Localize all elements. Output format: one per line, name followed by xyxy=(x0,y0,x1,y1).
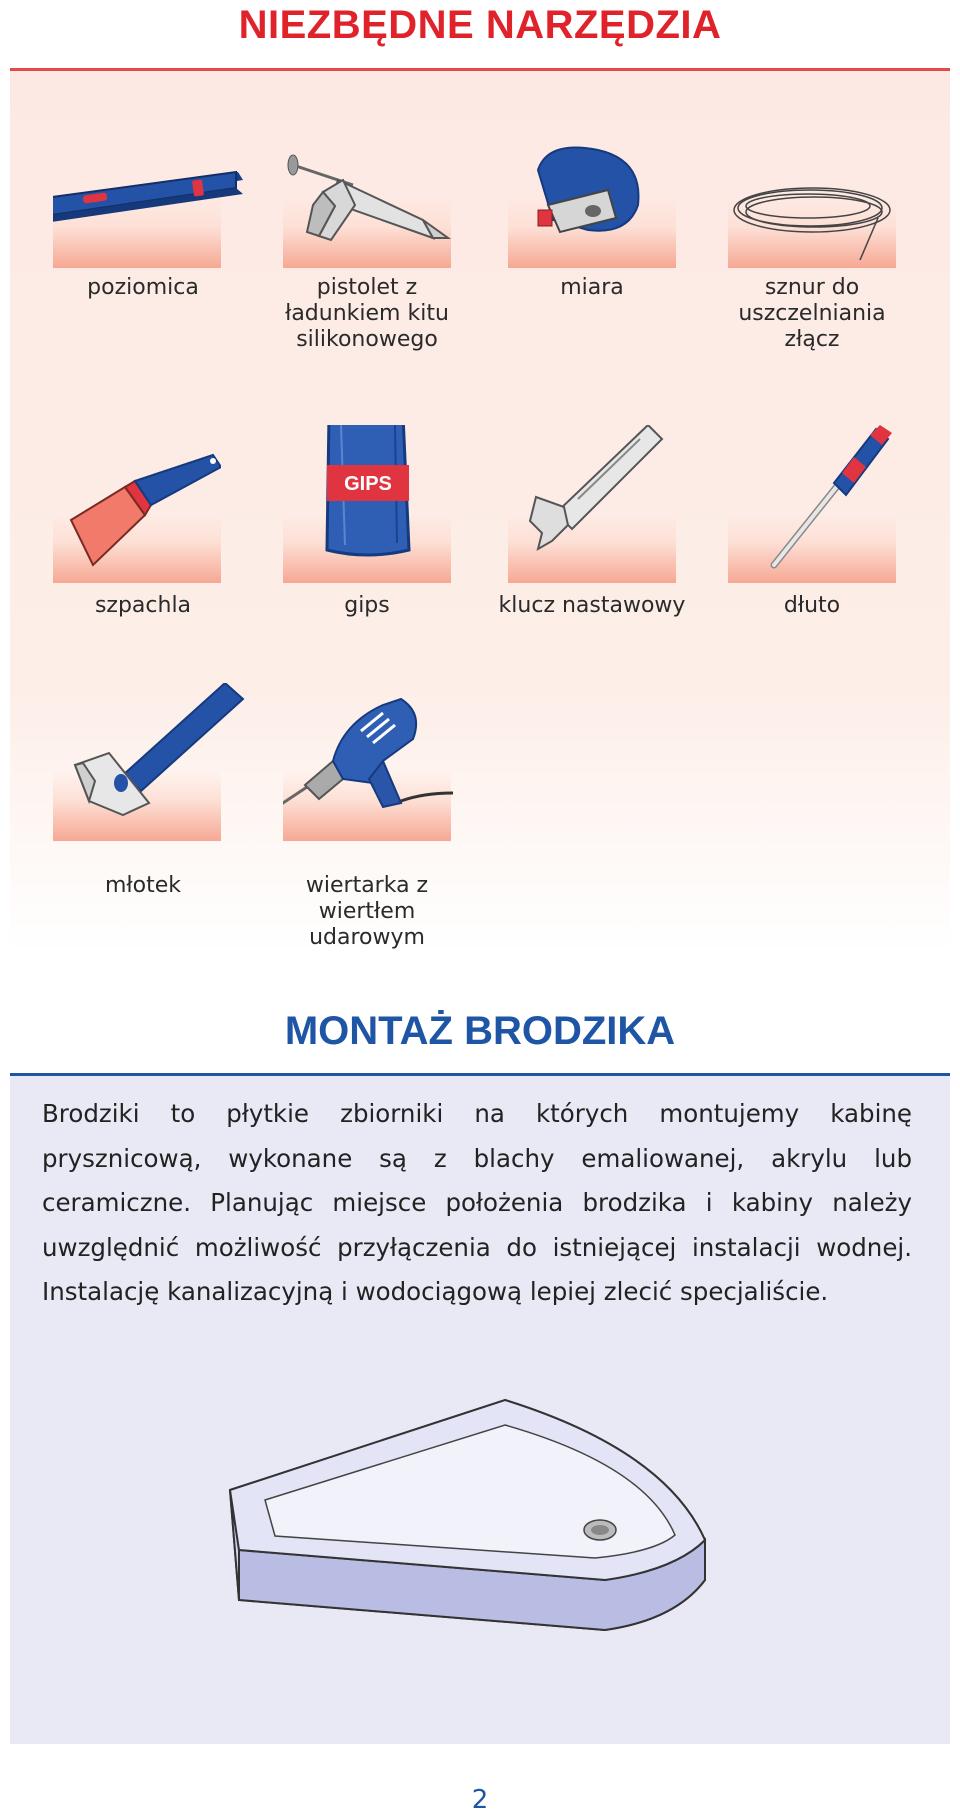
adjustable-wrench-icon xyxy=(508,425,676,583)
tool-tile-plaster xyxy=(283,425,451,583)
install-paragraph: Brodziki to płytkie zbiorniki na których montujemy kabinę prysznicową, wykonane są z blachy emaliowanej, akrylu lub ceramiczne. Planując miejsce położenia brodzika i kabiny należy uwzględnić możliwość przyłączenia do istniejącej instalacji wodnej. Instalację kanalizacyjną i wodociągową lepiej zlecić specjaliście. xyxy=(42,1099,912,1306)
caulking-gun-icon xyxy=(283,110,451,268)
tool-tile-drill xyxy=(283,683,451,841)
hammer-icon xyxy=(53,683,253,841)
tool-label: młotek xyxy=(104,873,182,898)
tool-tile-spirit-level xyxy=(53,110,221,268)
plaster-bag-icon xyxy=(283,425,451,583)
tape-measure-icon xyxy=(508,110,676,268)
tool-label: poziomica xyxy=(87,275,199,300)
install-section-title: MONTAŻ BRODZIKA xyxy=(284,1009,676,1053)
tool-label: gips xyxy=(344,593,390,618)
tool-label: dłuto xyxy=(783,593,841,618)
tool-tile-hammer xyxy=(53,683,221,841)
shower-tray-illustration xyxy=(225,1390,725,1650)
tool-tile-sealing-cord xyxy=(728,110,896,268)
putty-knife-icon xyxy=(53,425,221,583)
tool-label: miara xyxy=(560,275,624,300)
page-number: 2 xyxy=(471,1785,489,1815)
tool-label: pistolet z ładunkiem kitu silikonowego xyxy=(285,275,449,352)
tool-tile-chisel xyxy=(728,425,896,583)
tool-label: sznur do uszczelniania złącz xyxy=(738,275,886,352)
plaster-bag-text: GIPS xyxy=(344,473,392,495)
spirit-level-icon xyxy=(53,110,253,268)
tool-tile-tape-measure xyxy=(508,110,676,268)
tool-label: wiertarka z wiertłem udarowym xyxy=(305,873,429,950)
tool-tile-wrench xyxy=(508,425,676,583)
sealing-cord-icon xyxy=(728,110,896,268)
impact-drill-icon xyxy=(283,683,503,841)
tool-tile-putty-knife xyxy=(53,425,221,583)
chisel-icon xyxy=(728,425,896,583)
tool-tile-caulking-gun xyxy=(283,110,451,268)
tools-section-title: NIEZBĘDNE NARZĘDZIA xyxy=(238,3,722,47)
tool-label: klucz nastawowy xyxy=(498,593,686,618)
tool-label: szpachla xyxy=(94,593,192,618)
